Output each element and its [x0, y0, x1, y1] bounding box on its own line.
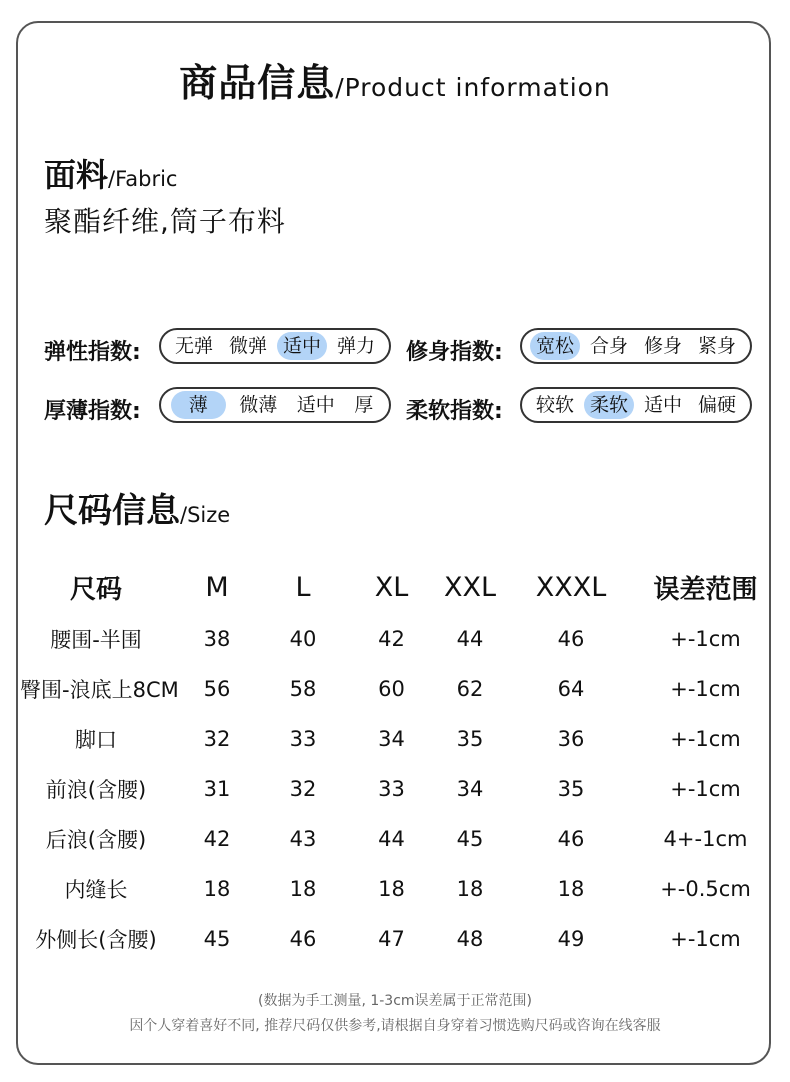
title-en: /Product information	[335, 73, 611, 102]
fit-option: 修身	[643, 335, 682, 357]
table-cell: 32	[203, 727, 231, 751]
header-l: L	[295, 571, 311, 603]
softness-option: 较软	[535, 394, 574, 416]
header-m: M	[205, 571, 229, 603]
table-cell: 56	[203, 677, 231, 701]
tolerance-cell: 4+-1cm	[663, 827, 748, 851]
row-label: 腰围-半围	[50, 628, 142, 652]
table-row	[20, 814, 770, 864]
title-cn: 商品信息	[179, 61, 336, 105]
fabric-heading-cn: 面料	[44, 156, 109, 194]
elasticity-index-label: 弹性指数:	[44, 340, 141, 365]
softness-index-scale	[520, 387, 752, 423]
table-cell: 44	[378, 827, 405, 851]
table-cell: 18	[289, 877, 317, 901]
table-cell: 31	[203, 777, 231, 801]
softness-option: 偏硬	[697, 394, 736, 416]
row-label: 前浪(含腰)	[45, 778, 147, 802]
row-label: 臀围-浪底上8CM	[20, 678, 179, 702]
tolerance-cell: +-1cm	[670, 627, 741, 651]
table-cell: 34	[456, 777, 484, 801]
thickness-index-label: 厚薄指数:	[44, 399, 141, 424]
table-cell: 48	[456, 927, 484, 951]
elasticity-option-selected: 适中	[277, 332, 327, 360]
fit-option: 紧身	[697, 335, 736, 357]
table-cell: 40	[289, 627, 317, 651]
table-cell: 46	[557, 827, 585, 851]
table-cell: 46	[557, 627, 585, 651]
table-cell: 58	[289, 677, 317, 701]
table-cell: 42	[203, 827, 231, 851]
size-table-header-row	[20, 560, 770, 614]
header-size: 尺码	[69, 574, 122, 605]
fabric-value: 聚酯纤维,筒子布料	[44, 205, 286, 238]
thickness-option-selected: 薄	[171, 391, 226, 419]
table-cell: 34	[378, 727, 405, 751]
header-tolerance: 误差范围	[653, 574, 758, 605]
elasticity-option: 弹力	[336, 335, 375, 357]
table-cell: 32	[289, 777, 317, 801]
fit-index-scale	[520, 328, 752, 364]
row-label: 外侧长(含腰)	[35, 928, 157, 952]
table-cell: 18	[557, 877, 585, 901]
size-table	[20, 560, 770, 964]
table-row	[20, 914, 770, 964]
table-cell: 43	[289, 827, 317, 851]
elasticity-index-scale	[159, 328, 391, 364]
table-cell: 36	[557, 727, 585, 751]
softness-option-selected: 柔软	[584, 391, 634, 419]
table-cell: 18	[203, 877, 231, 901]
table-cell: 42	[378, 627, 405, 651]
fit-option-selected: 宽松	[530, 332, 580, 360]
tolerance-cell: +-1cm	[670, 927, 741, 951]
elasticity-option: 微弹	[228, 335, 267, 357]
size-heading	[44, 483, 230, 532]
thickness-option: 厚	[354, 394, 374, 416]
fit-index-label: 修身指数:	[406, 340, 503, 365]
table-row	[20, 864, 770, 914]
table-cell: 44	[456, 627, 484, 651]
softness-index-label: 柔软指数:	[406, 399, 503, 424]
table-cell: 62	[456, 677, 484, 701]
table-cell: 45	[203, 927, 231, 951]
size-advice-note: 因个人穿着喜好不同, 推荐尺码仅供参考,请根据自身穿着习惯选购尺码或咨询在线客服	[129, 1018, 661, 1034]
tolerance-cell: +-0.5cm	[660, 877, 751, 901]
fit-option: 合身	[589, 335, 628, 357]
measurement-note: (数据为手工测量, 1-3cm误差属于正常范围)	[257, 993, 533, 1009]
page-title	[0, 52, 790, 107]
table-cell: 45	[456, 827, 484, 851]
elasticity-option: 无弹	[174, 335, 213, 357]
thickness-option: 微薄	[239, 394, 278, 416]
size-heading-en: /Size	[180, 503, 231, 527]
row-label: 后浪(含腰)	[45, 828, 147, 852]
tolerance-cell: +-1cm	[670, 727, 741, 751]
table-cell: 60	[378, 677, 405, 701]
header-xxxl: XXXL	[535, 571, 607, 603]
size-heading-cn: 尺码信息	[44, 491, 180, 531]
table-cell: 47	[378, 927, 405, 951]
header-xl: XL	[374, 571, 409, 603]
table-cell: 18	[378, 877, 405, 901]
table-cell: 38	[203, 627, 231, 651]
thickness-option: 适中	[296, 394, 335, 416]
table-cell: 35	[456, 727, 484, 751]
table-row	[20, 664, 770, 714]
tolerance-cell: +-1cm	[670, 777, 741, 801]
softness-option: 适中	[643, 394, 682, 416]
table-row	[20, 764, 770, 814]
table-cell: 49	[557, 927, 585, 951]
tolerance-cell: +-1cm	[670, 677, 741, 701]
fabric-heading	[44, 150, 177, 196]
row-label: 内缝长	[64, 878, 128, 902]
fabric-heading-en: /Fabric	[108, 167, 178, 191]
table-cell: 33	[289, 727, 317, 751]
table-row	[20, 714, 770, 764]
table-cell: 64	[557, 677, 585, 701]
table-cell: 35	[557, 777, 585, 801]
row-label: 脚口	[75, 728, 117, 752]
table-cell: 46	[289, 927, 317, 951]
table-cell: 33	[378, 777, 405, 801]
thickness-index-scale	[159, 387, 391, 423]
table-cell: 18	[456, 877, 484, 901]
header-xxl: XXL	[443, 571, 497, 603]
table-row	[20, 614, 770, 664]
